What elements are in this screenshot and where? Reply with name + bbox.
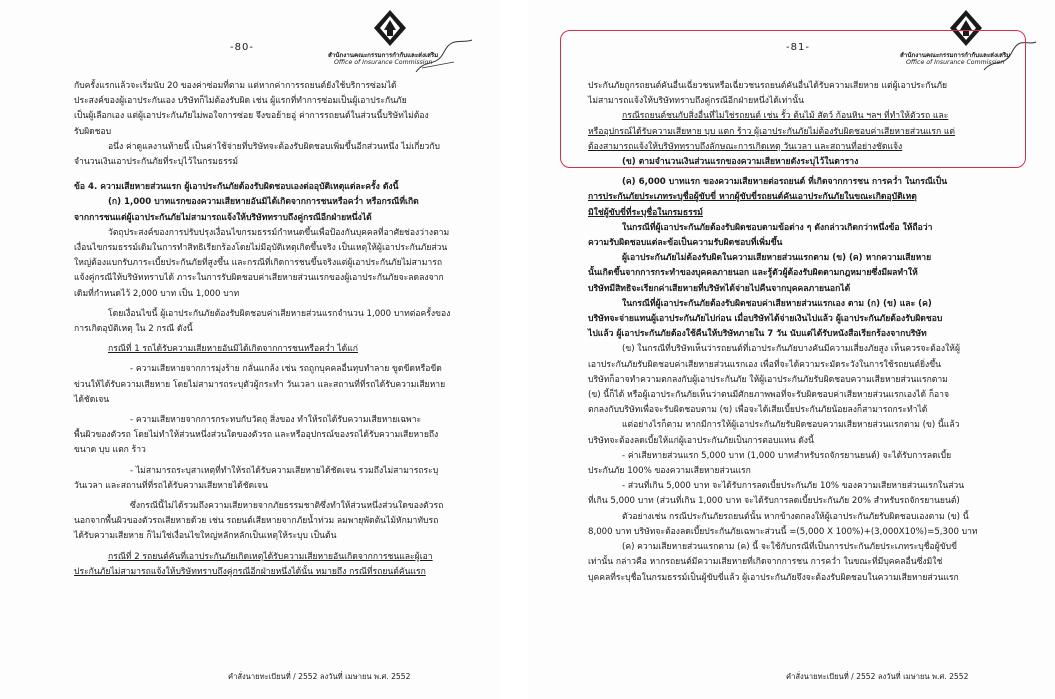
- text-line: บุคคลที่ระบุชื่อในกรมธรรม์เป็นผู้ขับขี่แล้ว ผู้เอาประกันภัยจึงจะต้องรับผิดชอบในความเสียหายส่วนแรก: [588, 572, 959, 583]
- page-footer: คำสั่งนายทะเบียนที่ / 2552 ลงวันที่ เมษายน พ.ศ. 2552: [786, 672, 969, 681]
- text-line: บริษัทจะต้องลดเบี้ยให้แก่ผู้เอาประกันภัยเป็นการตอบแทน ดังนี้: [588, 435, 814, 446]
- text-line: ได้ชัดเจน: [74, 394, 110, 405]
- text-line: (ข) ตามจำนวนเงินส่วนแรกของความเสียหายดังระบุไว้ในตาราง: [622, 157, 859, 168]
- text-line: กรณีรถยนต์ชนกับสิ่งอื่นที่ไม่ใช่รถยนต์ เช่น รั้ว ต้นไม้ สัตว์ ก้อนหิน ฯลฯ ที่ทำให้ตัวรถ และ: [622, 111, 949, 122]
- text-line: แจ้งคู่กรณีให้บริษัททราบได้ ภาระในการรับผิดชอบค่าเสียหายส่วนแรกของผู้เอาประกันภัยจะลดลงจาก: [74, 273, 444, 284]
- text-line: วันเวลา และสถานที่ที่รถได้รับความเสียหายได้ชัดเจน: [74, 480, 268, 491]
- text-line: พื้นผิวของตัวรถ โดยไม่ทำให้ส่วนหนึ่งส่วนใดของตัวรถ และหรืออุปกรณ์ของรถได้รับความเสียหายถึง: [74, 430, 439, 441]
- text-line: ข่วนให้ได้รับความเสียหาย โดยไม่สามารถระบุตัวผู้กระทำ วันเวลา และสถานที่ที่รถได้รับความเสียหาย: [74, 379, 446, 390]
- stamp-thai: สำนักงานคณะกรรมการกำกับและส่งเสริม: [900, 52, 1011, 59]
- text-line: ได้รับความเสียหาย ก็ไม่ใช่เงื่อนไขใหญ่หลักหลักเป็นเหตุให้ระบุบ เป็นต้น: [74, 531, 337, 542]
- stamp-english: Office of Insurance Commission: [906, 59, 1005, 66]
- text-line: จำนวนเงินเอาประกันภัยที่ระบุไว้ในกรมธรรม์: [74, 157, 239, 168]
- text-line: มิใช่ผู้ขับขี่ที่ระบุชื่อในกรมธรรม์: [588, 207, 703, 218]
- text-line: ประกันภัยถูกรถยนต์คันอื่นเฉี่ยวชนหรือเฉี่ยวชนรถยนต์คันอื่นได้รับความเสียหาย แต่ผู้เอาประกันภัย: [588, 81, 948, 91]
- oic-emblem-icon: [370, 8, 410, 48]
- text-line: อนึ่ง ค่าดูแลงานท้ายนี้ เป็นค่าใช้จ่ายที่บริษัทจะต้องรับผิดชอบเพิ่มขึ้นอีกส่วนหนึ่ง ไม่เกี่ยวกับ: [108, 141, 440, 152]
- text-line: แต่อย่างไรก็ตาม หากมีการให้ผู้เอาประกันภัยรับผิดชอบความเสียหายส่วนแรกตาม (ข) นี้แล้ว: [622, 420, 960, 431]
- text-line: ไปแล้ว ผู้เอาประกันภัยต้องใช้คืนให้บริษัทภายใน 7 วัน นับแต่ได้รับหนังสือเรียกร้องจากบริษัท: [588, 329, 927, 340]
- left-page: [0, 0, 500, 699]
- text-line: ไม่สามารถแจ้งให้บริษัททราบถึงคู่กรณีอีกฝ่ายหนึ่งได้เท่านั้น: [588, 96, 804, 107]
- text-line: การเกิดอุบัติเหตุ ใน 2 กรณี ดังนี้: [74, 324, 193, 335]
- page-gutter: [500, 0, 528, 699]
- text-line: หรืออุปกรณ์ได้รับความเสียหาย บุบ แตก ร้าว ผู้เอาประกันภัยไม่ต้องรับผิดชอบค่าเสียหายส่วนแรก แต่: [588, 126, 956, 137]
- stamp-english: Office of Insurance Commission: [334, 59, 433, 66]
- text-line: เอาประกันภัยรับผิดชอบค่าเสียหายส่วนแรกเอง เพื่อที่จะได้ความระมัดระวังในการใช้รถยนต์ยิ่งขึ้น: [588, 359, 941, 370]
- text-line: บริษัทมีสิทธิจะเรียกค่าเสียหายที่บริษัทได้จ่ายไปคืนจากบุคคลภายนอกได้: [588, 283, 851, 294]
- text-line: โดยเงื่อนไขนี้ ผู้เอาประกันภัยต้องรับผิดชอบค่าเสียหายส่วนแรกจำนวน 1,000 บาทต่อครั้งของ: [108, 308, 451, 319]
- paragraph-spacer: [74, 171, 478, 181]
- text-line: กรณีที่ 2 รถยนต์คันที่เอาประกันภัยเกิดเหตุได้รับความเสียหายอันเกิดจากการชนและผู้เอา: [108, 551, 433, 562]
- oic-emblem-icon: [946, 8, 986, 48]
- text-line: (ค) ความเสียหายส่วนแรกตาม (ค) นี้ จะใช้กับกรณีที่เป็นการประกันภัยประเภทระบุชื่อผู้ขับขี่: [622, 542, 957, 553]
- text-line: - ส่วนที่เกิน 5,000 บาท จะได้รับการลดเบี้ยประกันภัย 10% ของความเสียหายส่วนแรกในส่วน: [622, 481, 965, 492]
- text-line: ในกรณีที่ผู้เอาประกันภัยต้องรับผิดชอบตามข้อต่าง ๆ ดังกล่าวเกิดกว่าหนึ่งข้อ ให้ถือว่า: [622, 222, 933, 233]
- text-line: (ข) ในกรณีที่บริษัทเห็นว่ารถยนต์ที่เอาประกันภัยบางคันมีความเสี่ยงภัยสูง เห็นควรจะต้องให้ผู้: [622, 344, 961, 355]
- text-line: ความรับผิดชอบแต่ละข้อเป็นความรับผิดชอบที่เพิ่มขึ้น: [588, 238, 783, 249]
- text-line: ซึ่งกรณีนี้ไม่ได้รวมถึงความเสียหายจากภัยธรรมชาติซึ่งทำให้ส่วนหนึ่งส่วนใดของตัวรถ: [130, 501, 444, 512]
- text-line: ขนาด บุบ แตก ร้าว: [74, 445, 146, 456]
- text-line: เท่านั้น กล่าวคือ หากรถยนต์มีความเสียหายที่เกิดจากการชน การคว่ำ ในขณะที่มีบุคคลอื่นซึ่งมิใช่: [588, 557, 943, 568]
- text-line: - ความเสียหายจากการกระทบกับวัตถุ สิ่งของ ทำให้รถได้รับความเสียหายเฉพาะ: [130, 415, 422, 426]
- text-line: ประกันภัย 100% ของความเสียหายส่วนแรก: [588, 466, 751, 477]
- text-line: ที่เกิน 5,000 บาท (ส่วนที่เกิน 1,000 บาท จะได้รับการลดเบี้ยประกันภัย 20% สำหรับรถจักรยานยนต์): [588, 496, 960, 507]
- text-line: เงื่อนไขกรมธรรม์เดิมในการทำสิทธิเรียกร้องโดยไม่มีอุบัติเหตุเกิดขึ้นจริง เป็นเหตุให้ผู้เอาประกันภัยส่วน: [74, 243, 448, 254]
- text-line: ในกรณีที่ผู้เอาประกันภัยต้องรับผิดชอบค่าเสียหายส่วนแรกเอง ตาม (ก) (ข) และ (ค): [622, 298, 932, 309]
- text-line: นอกจากพื้นผิวของตัวรถเสียหายด้วย เช่น รถยนต์เสียหายจากภัยน้ำท่วม ลมพายุพัดต้นไม้หักมาทับรถ: [74, 516, 439, 527]
- right-page: [528, 0, 1055, 699]
- left-body-text: [74, 80, 478, 581]
- page-number: -80-: [230, 42, 254, 53]
- text-line: ข้อ 4. ความเสียหายส่วนแรก ผู้เอาประกันภัยต้องรับผิดชอบเองต่ออุบัติเหตุแต่ละครั้ง ดังนี้: [74, 182, 399, 193]
- text-line: (ข) นี้ก็ได้ หรือผู้เอาประกันภัยเห็นว่าตนมีศักยภาพพอที่จะรับผิดชอบค่าเสียหายส่วนแรกเองได้ ก็อาจ: [588, 390, 950, 401]
- text-line: ต้องสามารถแจ้งให้บริษัททราบถึงลักษณะการเกิดเหตุ วันเวลา และสถานที่อย่างชัดแจ้ง: [588, 141, 903, 152]
- text-line: - ความเสียหายจากการมุ่งร้าย กลั่นแกล้ง เช่น รถถูกบุคคลอื่นทุบทำลาย ขูดขีดหรือขีด: [130, 364, 442, 375]
- signature-scribble: [414, 38, 474, 78]
- text-line: ประสงค์ของผู้เอาประกันเอง บริษัทก็ไม่ต้องรับผิด เช่น ผู้แรกที่ทำการซ่อมเป็นผู้เอาประกันภัย: [74, 96, 407, 107]
- text-line: เป็นผู้เลือกเอง แต่ผู้เอาประกันภัยไม่พอใจการซ่อย จึงขอย้ายอู่ ค่าการรถยนต์ในส่วนนี้บริษัทไม่ต้อง: [74, 111, 429, 122]
- text-line: ประกันภัยไม่สามารถแจ้งให้บริษัททราบถึงคู่กรณีอีกฝ่ายหนึ่งได้นั้น หมายถึง กรณีที่รถยนต์คันแรก: [74, 566, 426, 577]
- text-line: เดิมที่กำหนดไว้ 2,000 บาท เป็น 1,000 บาท: [74, 288, 240, 299]
- text-line: 8,000 บาท บริษัทจะต้องลดเบี้ยประกันภัยเฉพาะส่วนนี้ =(5,000 X 100%)+(3,000X10%)=5,300 บาท: [588, 526, 978, 537]
- text-line: นั้นเกิดขึ้นจากการกระทำของบุคคลภายนอก และรู้ตัวผู้ต้องรับผิดตามกฎหมายซึ่งมีผลทำให้: [588, 268, 918, 279]
- text-line: - ค่าเสียหายส่วนแรก 5,000 บาท (1,000 บาทสำหรับรถจักรยานยนต์) จะได้รับการลดเบี้ย: [622, 450, 952, 461]
- text-line: รับผิดชอบ: [74, 126, 112, 137]
- text-line: ตกลงกับบริษัทเพื่อจะรับผิดชอบตาม (ข) เพื่อจะได้เสียเบี้ยประกันภัยน้อยลงก็สามารถกระทำได้: [588, 405, 928, 416]
- text-line: กรณีที่ 1 รถได้รับความเสียหายอันมิได้เกิดจากการชนหรือคว่ำ ได้แก่: [108, 344, 358, 355]
- text-line: ผู้เอาประกันภัยไม่ต้องรับผิดในความเสียหายส่วนแรกตาม (ข) (ค) หากความเสียหาย: [622, 253, 932, 264]
- text-line: - ไม่สามารถระบุสาเหตุที่ทำให้รถได้รับความเสียหายได้ชัดเจน รวมถึงไม่สามารถระบุ: [130, 465, 439, 476]
- page-number: -81-: [786, 42, 810, 53]
- text-line: วัตถุประสงค์ของการปรับปรุงเงื่อนไขกรมธรรม์กำหนดขึ้นเพื่อป้องกันบุคคลที่อาศัยช่องว่างตาม: [108, 227, 450, 238]
- text-line: จากการชนแต่ผู้เอาประกันภัยไม่สามารถแจ้งให้บริษัททราบถึงคู่กรณีอีกฝ่ายหนึ่งได้: [74, 212, 372, 223]
- text-line: กับครั้งแรกแล้วจะเริ่มนับ 20 ของค่าซ่อมที่ตาม แต่หากค่าการรถยนต์ยังใช้บริการซ่อมได้: [74, 81, 397, 91]
- text-line: ใหญ่ต้องแบกรับภาระเบี้ยประกันภัยที่สูงขึ้น และกรณีที่เกิดการชนขึ้นจริงแต่ผู้เอาประกันภัยไม่สามารถ: [74, 258, 443, 269]
- text-line: บริษัทจะจ่ายแทนผู้เอาประกันภัยไปก่อน เมื่อบริษัทได้จ่ายเงินไปแล้ว ผู้เอาประกันภัยต้องรับผิดชอบ: [588, 314, 943, 325]
- stamp-thai: สำนักงานคณะกรรมการกำกับและส่งเสริม: [328, 52, 439, 59]
- text-line: บริษัทก็อาจทำความตกลงกับผู้เอาประกันภัย ให้ผู้เอาประกันภัยรับผิดชอบความเสียหายส่วนแรกตาม: [588, 374, 948, 385]
- page-footer: คำสั่งนายทะเบียนที่ / 2552 ลงวันที่ เมษายน พ.ศ. 2552: [228, 672, 411, 681]
- text-line: (ค) 6,000 บาทแรก ของความเสียหายต่อรถยนต์ ที่เกิดจากการชน การคว่ำ ในกรณีเป็น: [622, 177, 948, 188]
- text-line: (ก) 1,000 บาทแรกของความเสียหายอันมิได้เกิดจากการชนหรือคว่ำ หรือกรณีที่เกิด: [108, 197, 419, 208]
- right-body-text: [588, 80, 1020, 587]
- text-line: การประกันภัยประเภทระบุชื่อผู้ขับขี่ หากผู้ขับขี่รถยนต์คันเอาประกันภัยในขณะเกิดอุบัติเหตุ: [588, 192, 917, 203]
- signature-scribble: [982, 40, 1038, 76]
- text-line: ตัวอย่างเช่น กรณีประกันภัยรถยนต์นั้น หากข้างตกลงให้ผู้เอาประกันภัยรับผิดชอบเองตาม (ข) นี้: [622, 511, 969, 522]
